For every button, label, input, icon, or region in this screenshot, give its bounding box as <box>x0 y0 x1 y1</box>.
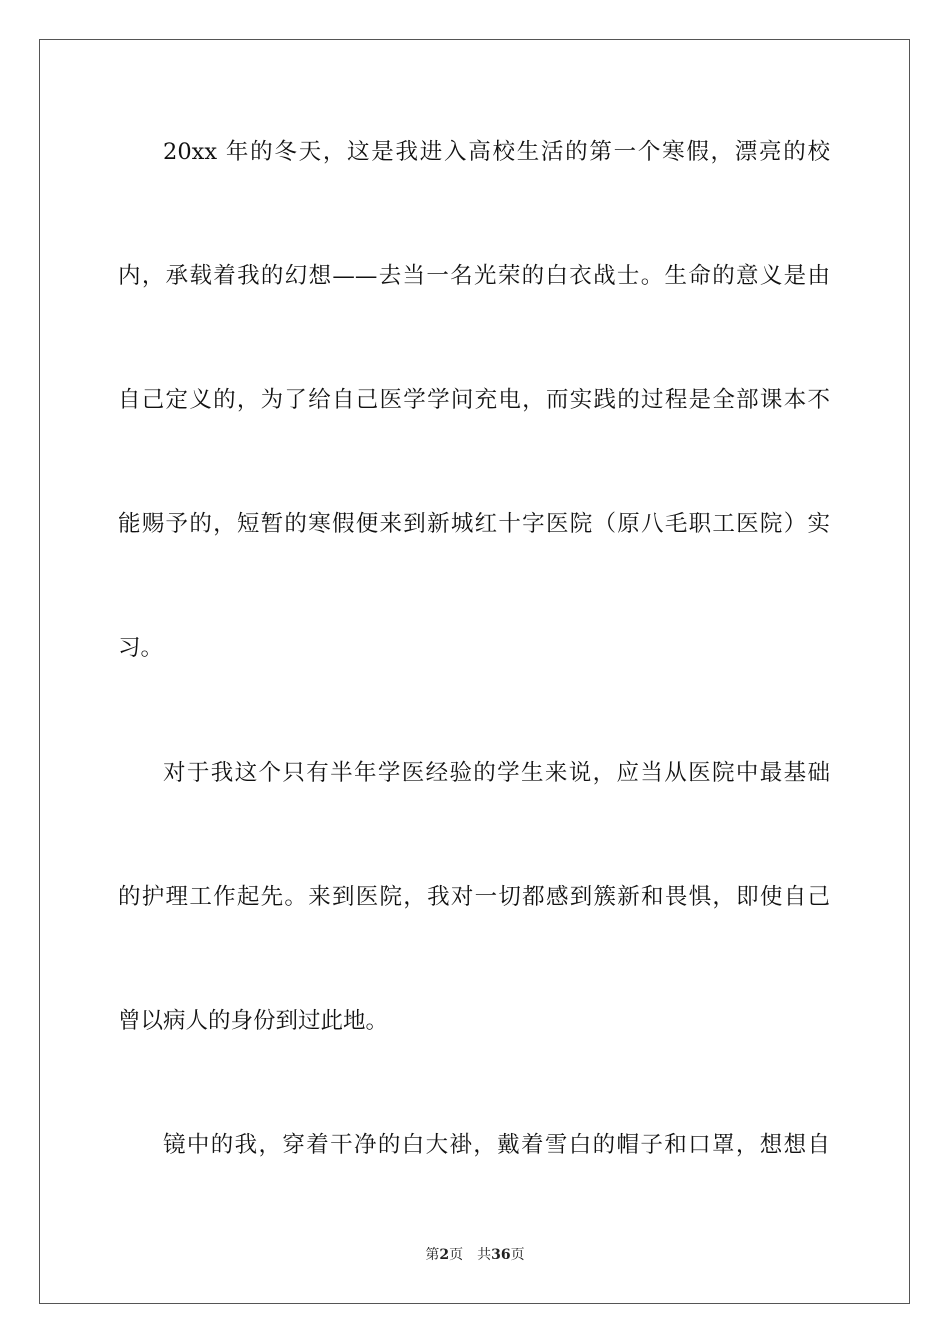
paragraph-1-line-2: 内，承载着我的幻想——去当一名光荣的白衣战士。生命的意义是由 <box>118 263 830 289</box>
total-pages: 36 <box>491 1247 511 1263</box>
paragraph-2-line-1: 对于我这个只有半年学医经验的学生来说，应当从医院中最基础 <box>163 760 830 786</box>
page-unit: 页 <box>449 1247 464 1263</box>
total-prefix: 共 <box>477 1247 492 1263</box>
paragraph-2-line-3: 曾以病人的身份到过此地。 <box>118 1008 389 1034</box>
paragraph-1-line-1: 20xx 年的冬天，这是我进入高校生活的第一个寒假，漂亮的校 <box>163 139 830 165</box>
paragraph-1-line-4: 能赐予的，短暂的寒假便来到新城红十字医院（原八毛职工医院）实 <box>118 511 830 537</box>
page-number: 2 <box>439 1247 450 1263</box>
total-unit: 页 <box>510 1247 525 1263</box>
paragraph-1-line-3: 自己定义的，为了给自己医学学问充电，而实践的过程是全部课本不 <box>118 387 830 413</box>
paragraph-3-line-1: 镜中的我，穿着干净的白大褂，戴着雪白的帽子和口罩，想想自 <box>163 1132 830 1158</box>
page-border <box>39 39 910 1304</box>
paragraph-1-line-5: 习。 <box>118 635 164 661</box>
paragraph-2-line-2: 的护理工作起先。来到医院，我对一切都感到簇新和畏惧，即使自己 <box>118 884 830 910</box>
page-footer <box>0 1245 950 1265</box>
page-prefix: 第 <box>425 1247 440 1263</box>
